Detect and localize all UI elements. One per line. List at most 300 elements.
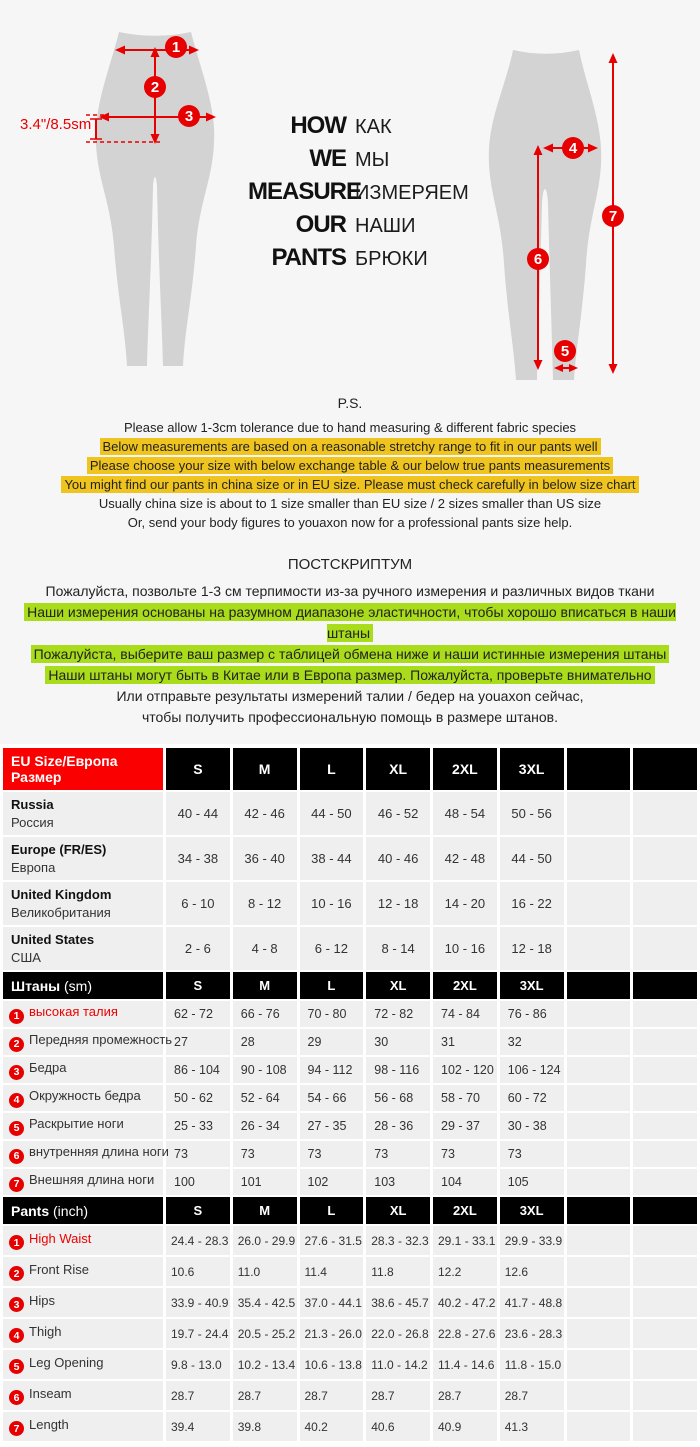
measurement-value-cell bbox=[633, 1029, 697, 1055]
size-value-cell: 42 - 46 bbox=[233, 792, 297, 835]
measurement-value-cell: 106 - 124 bbox=[500, 1057, 564, 1083]
size-header-cell: M bbox=[233, 748, 297, 790]
measure-word-ru: КАК bbox=[355, 116, 392, 138]
measurement-value-cell: 102 - 120 bbox=[433, 1057, 497, 1083]
size-value-cell: 10 - 16 bbox=[433, 927, 497, 970]
table-row bbox=[3, 927, 697, 970]
row-number-badge: 5 bbox=[9, 1121, 24, 1136]
measurement-value-cell: 66 - 76 bbox=[233, 1001, 297, 1027]
measurement-label: Front Rise bbox=[29, 1261, 89, 1277]
measurement-value-cell: 24.4 - 28.3 bbox=[166, 1226, 230, 1255]
measurement-value-cell: 73 bbox=[433, 1141, 497, 1167]
country-label-cell bbox=[3, 792, 163, 835]
country-name-en: United States bbox=[11, 932, 95, 947]
measurement-value-cell bbox=[633, 1057, 697, 1083]
measurement-value-cell: 74 - 84 bbox=[433, 1001, 497, 1027]
ps-english-section bbox=[0, 385, 700, 532]
measurement-value-cell bbox=[633, 1001, 697, 1027]
measurement-value-cell: 62 - 72 bbox=[166, 1001, 230, 1027]
measuring-diagram bbox=[0, 0, 700, 385]
note-text: чтобы получить профессиональную помощь в размере штанов. bbox=[141, 709, 559, 725]
size-header-cell: XL bbox=[366, 972, 430, 999]
row-number-badge: 3 bbox=[9, 1065, 24, 1080]
measurement-value-cell: 20.5 - 25.2 bbox=[233, 1319, 297, 1348]
measurement-value-cell: 52 - 64 bbox=[233, 1085, 297, 1111]
row-number-badge: 1 bbox=[9, 1235, 24, 1250]
measurement-value-cell: 11.0 bbox=[233, 1257, 297, 1286]
measurement-value-cell bbox=[633, 1085, 697, 1111]
table-header-row bbox=[3, 748, 697, 790]
badge-5: 5 bbox=[554, 340, 576, 362]
section-title: Штаны bbox=[11, 977, 61, 994]
size-value-cell: 34 - 38 bbox=[166, 837, 230, 880]
table-row bbox=[3, 792, 697, 835]
table-row bbox=[3, 1257, 697, 1286]
measurement-value-cell: 39.8 bbox=[233, 1412, 297, 1441]
size-header-cell: L bbox=[300, 972, 364, 999]
measurement-label: Передняя промежность bbox=[29, 1032, 173, 1048]
country-name-ru: Европа bbox=[11, 860, 56, 875]
measurement-label-cell bbox=[3, 1029, 173, 1055]
size-value-cell: 50 - 56 bbox=[500, 792, 564, 835]
ps-english-lines bbox=[0, 418, 700, 532]
note-text: Наши штаны могут быть в Китае или в Европа размер. Пожалуйста, проверьте внимательно bbox=[45, 666, 654, 684]
measurement-value-cell bbox=[633, 1381, 697, 1410]
country-name-ru: Россия bbox=[11, 815, 54, 830]
size-value-cell: 40 - 44 bbox=[166, 792, 230, 835]
measurement-label-cell bbox=[3, 1350, 163, 1379]
measurement-value-cell: 76 - 86 bbox=[500, 1001, 564, 1027]
size-value-cell: 38 - 44 bbox=[300, 837, 364, 880]
table-row bbox=[3, 1085, 697, 1111]
measure-word-line bbox=[248, 244, 488, 277]
measurement-label-cell bbox=[3, 1001, 163, 1027]
note-line bbox=[0, 418, 700, 437]
measurement-value-cell: 35.4 - 42.5 bbox=[233, 1288, 297, 1317]
measurement-value-cell: 73 bbox=[300, 1141, 364, 1167]
country-name-en: United Kingdom bbox=[11, 887, 112, 902]
size-value-cell: 14 - 20 bbox=[433, 882, 497, 925]
measurement-value-cell: 98 - 116 bbox=[366, 1057, 430, 1083]
note-line bbox=[0, 456, 700, 475]
size-header-cell: S bbox=[166, 748, 230, 790]
measure-word-line bbox=[248, 112, 488, 145]
measurement-value-cell: 11.8 - 15.0 bbox=[500, 1350, 564, 1379]
size-value-cell: 16 - 22 bbox=[500, 882, 564, 925]
size-value-cell: 8 - 14 bbox=[366, 927, 430, 970]
measurement-value-cell bbox=[567, 1257, 631, 1286]
measurement-value-cell: 70 - 80 bbox=[300, 1001, 364, 1027]
size-chart-title: EU Size/Европа Размер bbox=[11, 753, 118, 785]
measurement-value-cell: 29.1 - 33.1 bbox=[433, 1226, 497, 1255]
measurement-value-cell: 103 bbox=[366, 1169, 430, 1195]
measurement-value-cell: 25 - 33 bbox=[166, 1113, 230, 1139]
measurement-value-cell: 28.7 bbox=[166, 1381, 230, 1410]
country-name-en: Russia bbox=[11, 797, 54, 812]
measure-word-en: WE bbox=[309, 145, 346, 172]
size-value-cell bbox=[633, 837, 697, 880]
measurement-label-cell bbox=[3, 1288, 163, 1317]
measurement-label: Внешняя длина ноги bbox=[29, 1172, 155, 1188]
row-number-badge: 2 bbox=[9, 1266, 24, 1281]
size-value-cell bbox=[567, 837, 631, 880]
measurement-value-cell: 22.0 - 26.8 bbox=[366, 1319, 430, 1348]
measurement-value-cell bbox=[567, 1085, 631, 1111]
table-row bbox=[3, 1141, 697, 1167]
measurement-value-cell: 9.8 - 13.0 bbox=[166, 1350, 230, 1379]
measurement-value-cell: 19.7 - 24.4 bbox=[166, 1319, 230, 1348]
measurement-label-cell bbox=[3, 1412, 163, 1441]
measurement-label-cell bbox=[3, 1319, 163, 1348]
size-value-cell bbox=[633, 927, 697, 970]
measurement-value-cell: 30 - 38 bbox=[500, 1113, 564, 1139]
measurement-value-cell: 41.3 bbox=[500, 1412, 564, 1441]
size-header-cell: L bbox=[300, 748, 364, 790]
measurement-value-cell: 105 bbox=[500, 1169, 564, 1195]
table-row bbox=[3, 1288, 697, 1317]
table-header-label bbox=[3, 748, 163, 790]
measurement-value-cell: 10.6 - 13.8 bbox=[300, 1350, 364, 1379]
measure-words bbox=[248, 112, 488, 277]
table-row bbox=[3, 1412, 697, 1441]
note-line bbox=[0, 581, 700, 602]
size-header-cell: 2XL bbox=[433, 748, 497, 790]
table-header-row bbox=[3, 1197, 697, 1224]
row-number-badge: 7 bbox=[9, 1177, 24, 1192]
size-value-cell: 36 - 40 bbox=[233, 837, 297, 880]
measurement-value-cell: 31 bbox=[433, 1029, 497, 1055]
measurement-label: Thigh bbox=[29, 1323, 62, 1339]
measure-word-line bbox=[248, 211, 488, 244]
row-number-badge: 6 bbox=[9, 1149, 24, 1164]
note-text: Или отправьте результаты измерений талии / бедер на youaxon сейчас, bbox=[116, 688, 584, 704]
measurement-value-cell bbox=[633, 1319, 697, 1348]
measure-word-en: OUR bbox=[295, 211, 346, 238]
measurement-value-cell: 73 bbox=[500, 1141, 564, 1167]
measure-word-en: PANTS bbox=[271, 244, 346, 271]
measurement-value-cell bbox=[567, 1319, 631, 1348]
row-number-badge: 3 bbox=[9, 1297, 24, 1312]
measurement-label-cell bbox=[3, 1057, 163, 1083]
measurement-value-cell: 40.2 - 47.2 bbox=[433, 1288, 497, 1317]
measurement-value-cell: 21.3 - 26.0 bbox=[300, 1319, 364, 1348]
measurement-value-cell: 12.2 bbox=[433, 1257, 497, 1286]
measurement-value-cell bbox=[633, 1350, 697, 1379]
measurement-value-cell: 11.8 bbox=[366, 1257, 430, 1286]
row-number-badge: 6 bbox=[9, 1390, 24, 1405]
ps-russian-lines bbox=[0, 581, 700, 728]
size-value-cell bbox=[567, 927, 631, 970]
measurement-label: Inseam bbox=[29, 1385, 72, 1401]
measurement-value-cell: 11.4 bbox=[300, 1257, 364, 1286]
row-number-badge: 1 bbox=[9, 1009, 24, 1024]
size-header-cell: S bbox=[166, 1197, 230, 1224]
measurement-value-cell: 86 - 104 bbox=[166, 1057, 230, 1083]
measurement-value-cell bbox=[567, 1113, 631, 1139]
measurement-value-cell: 22.8 - 27.6 bbox=[433, 1319, 497, 1348]
measurement-value-cell bbox=[567, 1412, 631, 1441]
size-value-cell: 12 - 18 bbox=[500, 927, 564, 970]
size-value-cell: 8 - 12 bbox=[233, 882, 297, 925]
measure-word-ru: МЫ bbox=[355, 149, 390, 171]
measurement-value-cell: 33.9 - 40.9 bbox=[166, 1288, 230, 1317]
country-label-cell bbox=[3, 882, 163, 925]
table-header-label bbox=[3, 1197, 163, 1224]
ps-english-title: P.S. bbox=[337, 395, 363, 411]
table-row bbox=[3, 1057, 697, 1083]
measurement-value-cell bbox=[567, 1141, 631, 1167]
measurement-label: высокая талия bbox=[29, 1004, 118, 1020]
measurement-label: Leg Opening bbox=[29, 1354, 104, 1370]
measurement-value-cell: 73 bbox=[233, 1141, 297, 1167]
row-number-badge: 2 bbox=[9, 1037, 24, 1052]
measurement-value-cell bbox=[567, 1057, 631, 1083]
size-header-cell: L bbox=[300, 1197, 364, 1224]
measurement-label: Бедра bbox=[29, 1060, 67, 1076]
measurement-value-cell: 29.9 - 33.9 bbox=[500, 1226, 564, 1255]
note-text: Пожалуйста, позвольте 1-3 см терпимости из-за ручного измерения и различных видов ткани bbox=[45, 583, 655, 599]
note-text: You might find our pants in china size or in EU size. Please must check carefully in below size chart bbox=[61, 476, 638, 493]
note-line bbox=[0, 665, 700, 686]
measurement-value-cell bbox=[567, 1029, 631, 1055]
size-header-cell: XL bbox=[366, 748, 430, 790]
size-header-cell: M bbox=[233, 972, 297, 999]
size-header-cell: 3XL bbox=[500, 972, 564, 999]
table-row bbox=[3, 1381, 697, 1410]
note-text: Usually china size is about to 1 size smaller than EU size / 2 sizes smaller than US size bbox=[98, 496, 602, 511]
section-unit: (inch) bbox=[49, 1202, 89, 1219]
size-value-cell bbox=[633, 882, 697, 925]
size-header-cell bbox=[633, 1197, 697, 1224]
measurement-value-cell: 29 bbox=[300, 1029, 364, 1055]
table-header-label bbox=[3, 972, 163, 999]
measurement-value-cell bbox=[633, 1113, 697, 1139]
badge-7: 7 bbox=[602, 205, 624, 227]
table-header-row bbox=[3, 972, 697, 999]
measure-word-en: MEASURE bbox=[248, 178, 362, 205]
note-line bbox=[0, 686, 700, 707]
measurement-value-cell: 29 - 37 bbox=[433, 1113, 497, 1139]
note-line bbox=[0, 437, 700, 456]
measurement-value-cell: 60 - 72 bbox=[500, 1085, 564, 1111]
measurement-value-cell bbox=[633, 1141, 697, 1167]
size-value-cell: 2 - 6 bbox=[166, 927, 230, 970]
measurement-value-cell: 11.4 - 14.6 bbox=[433, 1350, 497, 1379]
size-value-cell bbox=[567, 792, 631, 835]
size-header-cell bbox=[567, 972, 631, 999]
measurement-value-cell bbox=[567, 1381, 631, 1410]
measurement-value-cell: 10.2 - 13.4 bbox=[233, 1350, 297, 1379]
row-number-badge: 4 bbox=[9, 1328, 24, 1343]
measurement-value-cell bbox=[567, 1288, 631, 1317]
size-value-cell: 10 - 16 bbox=[300, 882, 364, 925]
size-value-cell: 42 - 48 bbox=[433, 837, 497, 880]
measure-word-ru: НАШИ bbox=[355, 215, 416, 237]
row-number-badge: 5 bbox=[9, 1359, 24, 1374]
measurement-value-cell: 32 bbox=[500, 1029, 564, 1055]
measurement-label-cell bbox=[3, 1141, 169, 1167]
table-row bbox=[3, 882, 697, 925]
measurement-value-cell bbox=[633, 1288, 697, 1317]
table-row bbox=[3, 1350, 697, 1379]
measurement-value-cell: 40.9 bbox=[433, 1412, 497, 1441]
size-header-cell: S bbox=[166, 972, 230, 999]
size-value-cell: 6 - 12 bbox=[300, 927, 364, 970]
size-value-cell: 40 - 46 bbox=[366, 837, 430, 880]
measurement-value-cell: 102 bbox=[300, 1169, 364, 1195]
country-name-ru: США bbox=[11, 950, 41, 965]
size-header-cell bbox=[567, 748, 631, 790]
table-row bbox=[3, 1226, 697, 1255]
measurement-value-cell: 30 bbox=[366, 1029, 430, 1055]
measurement-label: внутренняя длина ноги bbox=[29, 1144, 169, 1160]
section-unit: (sm) bbox=[60, 977, 93, 994]
measurement-value-cell: 26 - 34 bbox=[233, 1113, 297, 1139]
measure-word-line bbox=[248, 178, 488, 211]
measurement-label-cell bbox=[3, 1113, 163, 1139]
note-text: Please choose your size with below exchange table & our below true pants measurements bbox=[87, 457, 613, 474]
measurement-label: Окружность бедра bbox=[29, 1088, 141, 1104]
size-header-cell: 3XL bbox=[500, 1197, 564, 1224]
size-header-cell: 2XL bbox=[433, 1197, 497, 1224]
note-line bbox=[0, 475, 700, 494]
measurement-value-cell: 100 bbox=[166, 1169, 230, 1195]
size-chart-table bbox=[0, 746, 700, 1443]
table-row bbox=[3, 1319, 697, 1348]
badge-4: 4 bbox=[562, 137, 584, 159]
measurement-value-cell: 28 - 36 bbox=[366, 1113, 430, 1139]
measurement-value-cell: 27 - 35 bbox=[300, 1113, 364, 1139]
note-text: Наши измерения основаны на разумном диапазоне эластичности, чтобы хорошо вписаться в наши штаны bbox=[24, 603, 676, 642]
country-name-ru: Великобритания bbox=[11, 905, 111, 920]
measurement-label-cell bbox=[3, 1085, 163, 1111]
measurement-value-cell: 37.0 - 44.1 bbox=[300, 1288, 364, 1317]
measurement-value-cell: 54 - 66 bbox=[300, 1085, 364, 1111]
measurement-value-cell: 73 bbox=[366, 1141, 430, 1167]
measurement-value-cell: 10.6 bbox=[166, 1257, 230, 1286]
table-row bbox=[3, 1169, 697, 1195]
measurement-value-cell: 23.6 - 28.3 bbox=[500, 1319, 564, 1348]
measurement-label-cell bbox=[3, 1169, 163, 1195]
measurement-value-cell: 26.0 - 29.9 bbox=[233, 1226, 297, 1255]
table-row bbox=[3, 1029, 697, 1055]
measurement-value-cell: 72 - 82 bbox=[366, 1001, 430, 1027]
size-header-cell: 3XL bbox=[500, 748, 564, 790]
measurement-value-cell: 73 bbox=[166, 1141, 230, 1167]
table-row bbox=[3, 837, 697, 880]
measurement-value-cell: 28 bbox=[233, 1029, 297, 1055]
measurement-label: Hips bbox=[29, 1292, 56, 1308]
measurement-label-cell bbox=[3, 1381, 163, 1410]
measurement-value-cell: 38.6 - 45.7 bbox=[366, 1288, 430, 1317]
size-value-cell: 44 - 50 bbox=[300, 792, 364, 835]
measure-word-line bbox=[248, 145, 488, 178]
measurement-label-cell bbox=[3, 1257, 163, 1286]
measurement-value-cell bbox=[567, 1169, 631, 1195]
measurement-value-cell: 56 - 68 bbox=[366, 1085, 430, 1111]
note-line bbox=[0, 644, 700, 665]
ps-russian-title: ПОСТСКРИПТУМ bbox=[287, 556, 413, 573]
note-text: Please allow 1-3cm tolerance due to hand measuring & different fabric species bbox=[123, 420, 577, 435]
note-line bbox=[0, 494, 700, 513]
table-row bbox=[3, 1001, 697, 1027]
measurement-value-cell: 28.7 bbox=[233, 1381, 297, 1410]
measurement-value-cell: 104 bbox=[433, 1169, 497, 1195]
measurement-value-cell: 27.6 - 31.5 bbox=[300, 1226, 364, 1255]
measurement-value-cell bbox=[567, 1226, 631, 1255]
badge-3: 3 bbox=[178, 105, 200, 127]
measurement-value-cell: 41.7 - 48.8 bbox=[500, 1288, 564, 1317]
measurement-value-cell: 101 bbox=[233, 1169, 297, 1195]
measure-word-ru: БРЮКИ bbox=[355, 248, 428, 270]
measurement-value-cell bbox=[633, 1226, 697, 1255]
measurement-value-cell: 28.7 bbox=[433, 1381, 497, 1410]
badge-2: 2 bbox=[144, 76, 166, 98]
size-header-cell bbox=[567, 1197, 631, 1224]
measurement-value-cell: 27 bbox=[166, 1029, 230, 1055]
measurement-value-cell bbox=[633, 1257, 697, 1286]
measurement-value-cell: 28.7 bbox=[300, 1381, 364, 1410]
measurement-value-cell bbox=[633, 1412, 697, 1441]
measurement-label-cell bbox=[3, 1226, 163, 1255]
note-text: Or, send your body figures to youaxon now for a professional pants size help. bbox=[127, 515, 573, 530]
measure-word-ru: ИЗМЕРЯЕМ bbox=[355, 182, 469, 204]
waistband-size-note: 3.4"/8.5sm bbox=[20, 116, 92, 133]
size-header-cell: XL bbox=[366, 1197, 430, 1224]
size-value-cell: 4 - 8 bbox=[233, 927, 297, 970]
measurement-value-cell: 28.7 bbox=[500, 1381, 564, 1410]
note-text: Пожалуйста, выберите ваш размер с таблицей обмена ниже и наши истинные измерения штаны bbox=[31, 645, 670, 663]
size-value-cell: 46 - 52 bbox=[366, 792, 430, 835]
measurement-value-cell: 11.0 - 14.2 bbox=[366, 1350, 430, 1379]
measurement-value-cell: 90 - 108 bbox=[233, 1057, 297, 1083]
measurement-value-cell bbox=[633, 1169, 697, 1195]
measurement-value-cell: 28.7 bbox=[366, 1381, 430, 1410]
measurement-value-cell: 50 - 62 bbox=[166, 1085, 230, 1111]
size-value-cell: 44 - 50 bbox=[500, 837, 564, 880]
size-header-cell: M bbox=[233, 1197, 297, 1224]
measurement-value-cell: 58 - 70 bbox=[433, 1085, 497, 1111]
measurement-label: Length bbox=[29, 1416, 69, 1432]
table-row bbox=[3, 1113, 697, 1139]
size-value-cell bbox=[633, 792, 697, 835]
size-value-cell bbox=[567, 882, 631, 925]
note-line bbox=[0, 513, 700, 532]
measurement-value-cell: 39.4 bbox=[166, 1412, 230, 1441]
row-number-badge: 7 bbox=[9, 1421, 24, 1436]
country-name-en: Europe (FR/ES) bbox=[11, 842, 107, 857]
size-header-cell: 2XL bbox=[433, 972, 497, 999]
row-number-badge: 4 bbox=[9, 1093, 24, 1108]
size-header-cell bbox=[633, 748, 697, 790]
measurement-value-cell bbox=[567, 1001, 631, 1027]
measurement-label: High Waist bbox=[29, 1230, 92, 1246]
measure-word-en: HOW bbox=[290, 112, 346, 139]
measurement-value-cell: 28.3 - 32.3 bbox=[366, 1226, 430, 1255]
measurement-value-cell: 12.6 bbox=[500, 1257, 564, 1286]
ps-russian-section bbox=[0, 532, 700, 728]
measurement-value-cell: 40.2 bbox=[300, 1412, 364, 1441]
size-value-cell: 12 - 18 bbox=[366, 882, 430, 925]
measurement-value-cell: 40.6 bbox=[366, 1412, 430, 1441]
size-header-cell bbox=[633, 972, 697, 999]
badge-6: 6 bbox=[527, 248, 549, 270]
section-title: Pants bbox=[11, 1202, 50, 1219]
size-value-cell: 6 - 10 bbox=[166, 882, 230, 925]
note-text: Below measurements are based on a reasonable stretchy range to fit in our pants well bbox=[100, 438, 601, 455]
measurement-value-cell bbox=[567, 1350, 631, 1379]
measurement-value-cell: 94 - 112 bbox=[300, 1057, 364, 1083]
